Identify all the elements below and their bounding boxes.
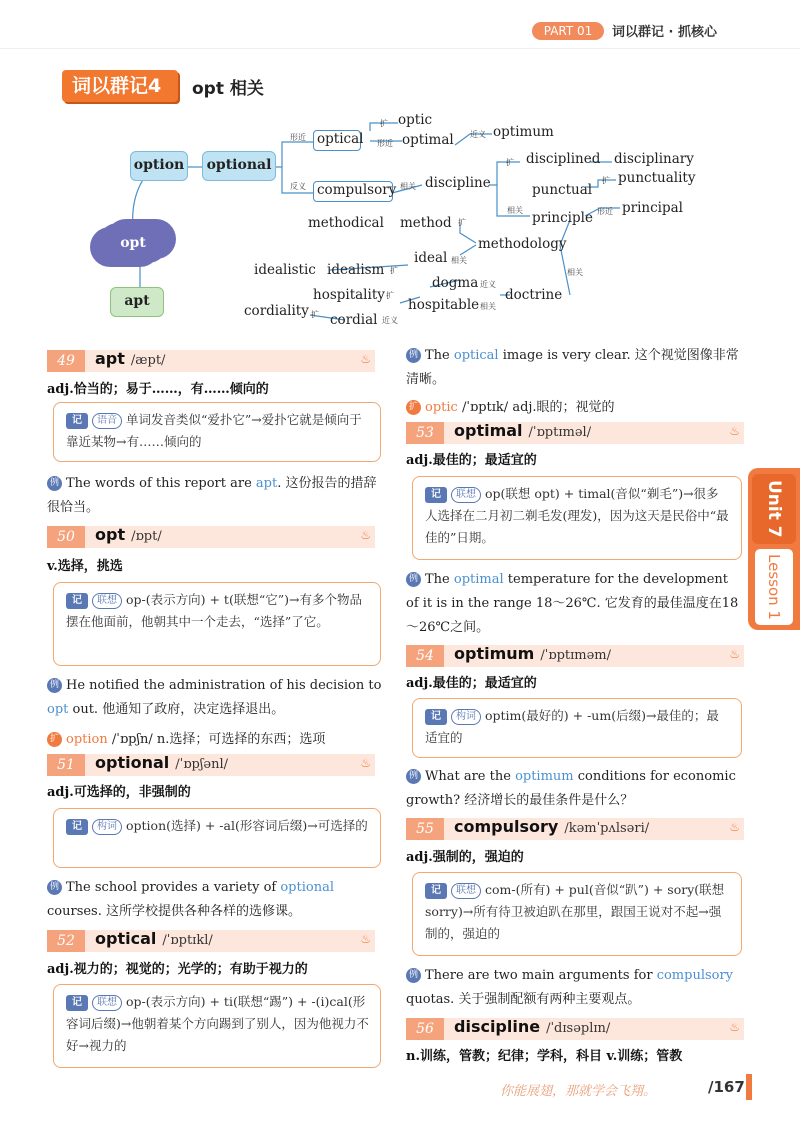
entry-word: compulsory /kəmˈpʌlsəri/ [454,817,650,836]
flame-icon: ♨ [729,647,740,661]
entry-49-example: 例 The words of this report are apt. 这份报告的措辞很恰当。 [47,476,377,515]
node-optical: optical [317,131,364,147]
node-idealism: idealism [327,262,385,278]
entry-50-tip: 记 联想 op-(表示方向) + t(联想“它”)→有多个物品摆在他面前，他朝其中一个走去，“选择”了它。 [53,582,381,666]
entry-55-example: 例 There are two main arguments for compulsory quotas. 关于强制配额有两种主要观点。 [406,968,734,1007]
node-optic: optic [398,112,433,128]
node-cordial: cordial [330,312,378,328]
tag-synonym-3: 近义 [382,316,398,325]
node-optimum: optimum [493,124,554,140]
root-cloud-label: opt [120,235,146,251]
entry-53-tip: 记 联想 op(联想 opt) + timal(音似“剃毛”)→很多人选择在二月初二剃毛发(理发)，因为这天是民俗中“最佳的”日期。 [412,476,742,560]
flame-icon: ♨ [360,352,371,366]
flame-icon: ♨ [360,932,371,946]
extension-icon: 扩 [47,732,62,747]
node-methodology: methodology [478,236,567,252]
entry-51-header [47,754,375,776]
entry-52-header [47,930,375,952]
entry-55-header [406,818,744,840]
memo-icon: 记 [66,413,88,429]
tag-ext-4: 扩 [458,218,466,227]
memo-icon: 记 [66,995,88,1011]
node-method: method [400,215,452,231]
memo-icon: 记 [66,819,88,835]
memo-icon: 记 [425,709,447,725]
page-marker [746,1074,752,1100]
entry-word: discipline /ˈdɪsəplɪn/ [454,1017,611,1036]
tag-ext-2: 扩 [506,158,514,167]
node-idealistic: idealistic [254,262,316,278]
entry-word: optimum /ˈɒptɪməm/ [454,644,612,663]
flame-icon: ♨ [729,1020,740,1034]
entry-number: 55 [406,818,444,840]
node-cordiality: cordiality [244,303,309,319]
node-principal: principal [622,200,683,216]
entry-52-tip: 记 联想 op-(表示方向) + ti(联想“踢”) + -(i)cal(形容词后缀)→他朝着某个方向踢到了别人，因为他视力不好→视力的 [53,984,381,1068]
tag-related-3: 相关 [567,268,583,277]
unit-side-tab[interactable] [748,468,800,630]
node-optional: optional [202,151,276,181]
node-disciplinary: disciplinary [614,151,694,167]
section-badge: 词以群记4 [62,70,178,102]
node-punctuality: punctuality [618,170,696,186]
entry-number: 56 [406,1018,444,1040]
example-icon: 例 [406,572,421,587]
entry-number: 49 [47,350,85,372]
node-punctual: punctual [532,182,593,198]
tag-ext-6: 扩 [386,291,394,300]
entry-number: 50 [47,526,85,548]
node-disciplined: disciplined [526,151,601,167]
example-icon: 例 [47,880,62,895]
memo-icon: 记 [66,593,88,609]
extension-icon: 扩 [406,400,421,415]
node-optimal: optimal [402,132,454,148]
entry-53-definition: adj.最佳的；最适宜的 [406,453,537,468]
entry-word: optimal /ˈɒptɪməl/ [454,421,592,440]
node-principle: principle [532,210,593,226]
node-hospitable: hospitable [408,297,480,313]
memo-icon: 记 [425,883,447,899]
tag-similar-1: 形近 [290,133,306,142]
entry-56-header [406,1018,744,1040]
page-number: /167 [708,1078,745,1096]
header-divider [0,48,800,49]
example-icon: 例 [47,678,62,693]
flame-icon: ♨ [729,820,740,834]
example-icon: 例 [406,769,421,784]
entry-52-extension: 扩 optic /ˈɒptɪk/ adj.眼的；视觉的 [406,396,615,415]
root-cloud [98,223,168,263]
node-dogma: dogma [432,275,479,291]
page-header [0,18,800,48]
entry-number: 54 [406,645,444,667]
lesson-label: Lesson 1 [754,548,794,626]
tag-ext-1: 扩 [380,119,388,128]
entry-49-tip: 记 语音 单词发音类似“爱扑它”→爱扑它就是倾向于靠近某物→有……倾向的 [53,402,381,462]
flame-icon: ♨ [729,424,740,438]
entry-number: 51 [47,754,85,776]
entry-49-header [47,350,375,372]
part-badge: PART 01 [532,22,604,40]
tag-ext-5: 扩 [390,266,398,275]
entry-54-header [406,645,744,667]
entry-54-example: 例 What are the optimum conditions for economic growth? 经济增长的最佳条件是什么？ [406,769,736,808]
node-compulsory: compulsory [317,182,397,198]
entry-51-definition: adj.可选择的，非强制的 [47,785,191,800]
section-title: opt 相关 [192,79,264,99]
node-doctrine: doctrine [505,287,563,303]
entry-54-definition: adj.最佳的；最适宜的 [406,676,537,691]
node-discipline: discipline [425,175,491,191]
example-icon: 例 [406,968,421,983]
flame-icon: ♨ [360,528,371,542]
entry-word: optional /ˈɒpʃənl/ [95,753,228,772]
entry-55-tip: 记 联想 com-(所有) + pul(音似“趴”) + sory(联想 sorry)→所有待卫被迫趴在那里，跟国王说对不起→强制的，强迫的 [412,872,742,956]
mind-map [0,105,800,335]
entry-word: apt /æpt/ [95,349,166,368]
entry-55-definition: adj.强制的，强迫的 [406,850,524,865]
entry-50-extension: 扩 option /ˈɒpʃn/ n.选择；可选择的东西；选项 [47,728,325,747]
tag-synonym-1: 近义 [470,130,486,139]
tag-ext-7: 扩 [311,310,319,319]
entry-51-example: 例 The school provides a variety of optional courses. 这所学校提供各种各样的选修课。 [47,880,334,919]
entry-50-header [47,526,375,548]
example-icon: 例 [47,476,62,491]
memo-icon: 记 [425,487,447,503]
flame-icon: ♨ [360,756,371,770]
tag-related-1: 相关 [400,182,416,191]
node-methodical: methodical [308,215,384,231]
tag-ext-3: 扩 [602,176,610,185]
tag-antonym: 反义 [290,182,306,191]
entry-word: opt /ɒpt/ [95,525,162,544]
entry-56-definition: n.训练，管教；纪律；学科，科目 v.训练；管教 [406,1049,683,1064]
node-option: option [130,151,188,181]
entry-53-example: 例 The optimal temperature for the development of it is in the range 18～26℃. 它发育的最佳温度在18～26℃之间。 [406,572,739,635]
entry-53-header [406,422,744,444]
example-icon: 例 [406,348,421,363]
tag-related-2: 相关 [507,206,523,215]
entry-51-tip: 记 构词 option(选择) + -al(形容词后缀)→可选择的 [53,808,381,868]
entry-50-example: 例 He notified the administration of his decision to opt out. 他通知了政府，决定选择退出。 [47,678,382,717]
part-title: 词以群记 · 抓核心 [612,25,717,40]
tag-similar-3: 形近 [597,207,613,216]
tag-related-5: 相关 [480,302,496,311]
node-apt: apt [110,287,164,317]
entry-number: 52 [47,930,85,952]
entry-word: optical /ˈɒptɪkl/ [95,929,213,948]
entry-50-definition: v.选择，挑选 [47,559,123,574]
tag-synonym-2: 近义 [480,280,496,289]
entry-52-definition: adj.视力的；视觉的；光学的；有助于视力的 [47,962,308,977]
entry-52-example: 例 The optical image is very clear. 这个视觉图像非常清晰。 [406,348,739,387]
entry-49-definition: adj.恰当的；易于……，有……倾向的 [47,382,269,397]
node-ideal: ideal [414,250,448,266]
entry-number: 53 [406,422,444,444]
unit-label: Unit 7 [752,474,796,544]
tag-similar-2: 形近 [377,139,393,148]
node-hospitality: hospitality [313,287,385,303]
tag-related-4: 相关 [451,256,467,265]
entry-54-tip: 记 构词 optim(最好的) + -um(后缀)→最佳的；最适宜的 [412,698,742,758]
footer-slogan: 你能展翅，那就学会飞翔。 [500,1084,657,1099]
